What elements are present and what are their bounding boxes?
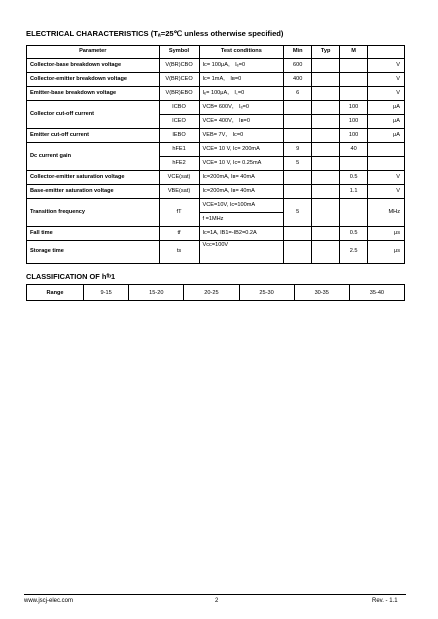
condition-cell: Ic=200mA, Iʙ= 40mA	[199, 185, 284, 199]
table-row	[27, 199, 405, 213]
min-cell	[284, 227, 312, 241]
header-parameter: Parameter	[27, 46, 160, 59]
param-cell: Collector-base breakdown voltage	[27, 59, 160, 73]
unit-cell: V	[368, 87, 405, 101]
param-cell: Collector-emitter saturation voltage	[27, 171, 160, 185]
header-test-conditions: Test conditions	[199, 46, 284, 59]
typ-cell	[312, 129, 340, 143]
table-row	[27, 185, 405, 199]
max-cell	[340, 157, 368, 171]
unit-cell: V	[368, 73, 405, 87]
max-cell: 1.1	[340, 185, 368, 199]
classification-title: CLASSIFICATION OF hᶠᵇ1	[26, 272, 116, 281]
unit-cell: V	[368, 59, 405, 73]
max-cell	[340, 59, 368, 73]
unit-cell: μA	[368, 101, 405, 115]
max-cell: 0.5	[340, 171, 368, 185]
typ-cell	[312, 227, 340, 241]
min-cell: 5	[284, 157, 312, 171]
unit-cell: μs	[368, 241, 405, 264]
unit-cell: μA	[368, 115, 405, 129]
range-cell: 15-20	[129, 285, 184, 301]
unit-cell	[368, 157, 405, 171]
param-cell: Collector cut-off current	[27, 101, 160, 129]
condition-cell: Ic=200mA, Iʙ= 40mA	[199, 171, 284, 185]
typ-cell	[312, 87, 340, 101]
typ-cell	[312, 101, 340, 115]
table-row	[27, 241, 405, 264]
header-symbol: Symbol	[159, 46, 199, 59]
param-cell: Collector-emitter breakdown voltage	[27, 73, 160, 87]
min-cell	[284, 115, 312, 129]
max-cell: 2.5	[340, 241, 368, 264]
min-cell	[284, 171, 312, 185]
symbol-cell: ts	[159, 241, 199, 264]
table-row	[27, 285, 405, 301]
footer-divider	[24, 594, 406, 595]
symbol-cell: hFE2	[159, 157, 199, 171]
typ-cell	[312, 241, 340, 264]
condition-cell: f =1MHz	[199, 213, 284, 227]
condition-cell: Ic= 1mA， Iʙ=0	[199, 73, 284, 87]
table-row	[27, 129, 405, 143]
unit-cell: V	[368, 171, 405, 185]
table-row	[27, 101, 405, 115]
max-cell: 100	[340, 115, 368, 129]
range-cell: 35-40	[349, 285, 404, 301]
footer-website: www.jscj-elec.com	[24, 598, 74, 604]
min-cell: 5	[284, 199, 312, 227]
table-row	[27, 143, 405, 157]
max-cell	[340, 199, 368, 227]
condition-cell: VCB= 600V， Iₑ=0	[199, 101, 284, 115]
section-title: ELECTRICAL CHARACTERISTICS (Tₐ=25℃ unless otherwise specified)	[26, 29, 284, 38]
range-cell: 9-15	[84, 285, 129, 301]
symbol-cell: V(BR)CBO	[159, 59, 199, 73]
range-cell: 25-30	[239, 285, 294, 301]
header-typ: Typ	[312, 46, 340, 59]
symbol-cell: V(BR)EBO	[159, 87, 199, 101]
table-row	[27, 171, 405, 185]
unit-cell: μs	[368, 227, 405, 241]
condition-cell: VCE= 10 V, Ic= 200mA	[199, 143, 284, 157]
condition-cell: VCE= 400V， Iʙ=0	[199, 115, 284, 129]
min-cell	[284, 101, 312, 115]
unit-cell: μA	[368, 129, 405, 143]
symbol-cell: VBE(sat)	[159, 185, 199, 199]
max-cell: 40	[340, 143, 368, 157]
typ-cell	[312, 73, 340, 87]
symbol-cell: V(BR)CEO	[159, 73, 199, 87]
max-cell: 100	[340, 129, 368, 143]
footer-page-number: 2	[215, 598, 219, 604]
unit-cell: V	[368, 185, 405, 199]
min-cell: 400	[284, 73, 312, 87]
min-cell: 9	[284, 143, 312, 157]
table-row	[27, 73, 405, 87]
symbol-cell: hFE1	[159, 143, 199, 157]
range-cell: 30-35	[294, 285, 349, 301]
typ-cell	[312, 199, 340, 227]
table-header-row	[27, 46, 405, 59]
typ-cell	[312, 185, 340, 199]
param-cell: Emitter cut-off current	[27, 129, 160, 143]
condition-cell: VEB= 7V， Ic=0	[199, 129, 284, 143]
condition-cell: VCE= 10 V, Ic= 0.25mA	[199, 157, 284, 171]
unit-cell	[368, 143, 405, 157]
header-unit	[368, 46, 405, 59]
symbol-cell: fT	[159, 199, 199, 227]
max-cell	[340, 73, 368, 87]
min-cell: 600	[284, 59, 312, 73]
min-cell	[284, 129, 312, 143]
header-max: M	[340, 46, 368, 59]
table-row	[27, 59, 405, 73]
param-cell: Dc current gain	[27, 143, 160, 171]
header-min: Min	[284, 46, 312, 59]
range-label: Range	[27, 285, 84, 301]
symbol-cell: VCE(sat)	[159, 171, 199, 185]
typ-cell	[312, 115, 340, 129]
min-cell	[284, 241, 312, 264]
condition-cell: Vcc=100V	[199, 241, 284, 264]
footer-revision: Rev. - 1.1	[372, 598, 398, 604]
max-cell: 100	[340, 101, 368, 115]
param-cell: Emitter-base breakdown voltage	[27, 87, 160, 101]
electrical-characteristics-table	[26, 45, 405, 264]
typ-cell	[312, 171, 340, 185]
symbol-cell: ICBO	[159, 101, 199, 115]
param-cell: Transition frequency	[27, 199, 160, 227]
range-cell: 20-25	[184, 285, 239, 301]
condition-cell: Iₑ= 100μA， I꜀=0	[199, 87, 284, 101]
min-cell	[284, 185, 312, 199]
max-cell: 0.5	[340, 227, 368, 241]
symbol-cell: ICEO	[159, 115, 199, 129]
table-row	[27, 87, 405, 101]
param-cell: Fall time	[27, 227, 160, 241]
typ-cell	[312, 157, 340, 171]
condition-cell: Ic=1A, IB1=-IB2=0.2A	[199, 227, 284, 241]
param-cell: Base-emitter saturation voltage	[27, 185, 160, 199]
typ-cell	[312, 59, 340, 73]
condition-cell: Ic= 100μA， Iₑ=0	[199, 59, 284, 73]
condition-cell: VCE=10V, Ic=100mA	[199, 199, 284, 213]
typ-cell	[312, 143, 340, 157]
classification-table	[26, 284, 405, 301]
symbol-cell: IEBO	[159, 129, 199, 143]
unit-cell: MHz	[368, 199, 405, 227]
max-cell	[340, 87, 368, 101]
table-row	[27, 227, 405, 241]
param-cell: Storage time	[27, 241, 160, 264]
min-cell: 6	[284, 87, 312, 101]
symbol-cell: tf	[159, 227, 199, 241]
